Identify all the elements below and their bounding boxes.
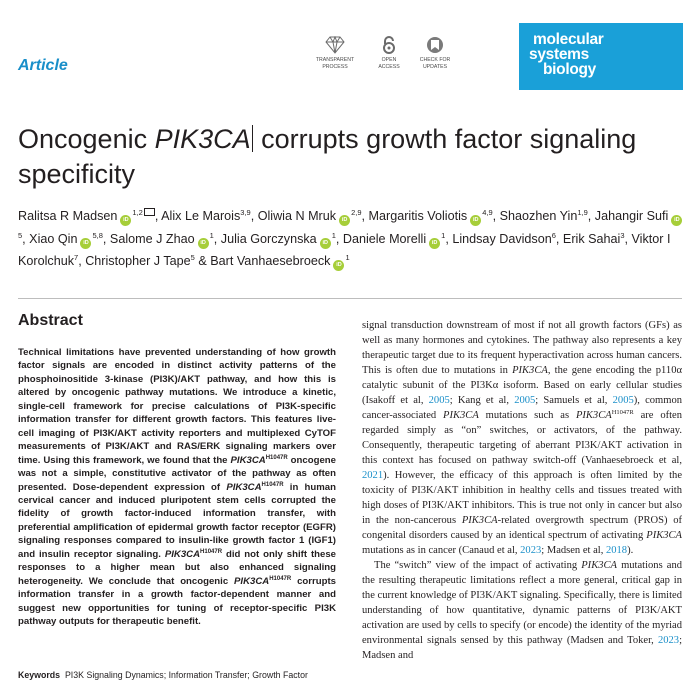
check-for-updates-icon [424, 36, 446, 54]
author-name: Alix Le Marois [161, 209, 241, 223]
author-name: Jahangir Sufi [594, 209, 669, 223]
affiliation-number: 7 [74, 253, 79, 262]
citation-link[interactable]: 2005 [514, 395, 536, 406]
journal-logo-line2: systems [529, 46, 589, 63]
author [85, 254, 195, 268]
affiliation-number: 5 [18, 230, 23, 240]
orcid-icon[interactable]: iD [339, 215, 350, 226]
introduction-column [362, 318, 682, 663]
affiliation-number: 1 [331, 230, 336, 240]
orcid-icon[interactable]: iD [671, 215, 682, 226]
author-name: Shaozhen Yin [499, 209, 578, 223]
intro-paragraph: The “switch” view of the impact of activating PIK3CA mutations and the resulting therapeutic limitations reflect a more general, critical gap in the current knowledge of PI3K/AKT signaling. Specifically, there is limited understanding of how quantitative, dynamic patterns of PI3K/AKT activation are used by cells to specify (or encode) the identity of the myriad environmental signals sensed by this pathway (Madsen and Toker, 2023; Madsen and [362, 560, 682, 661]
citation-link[interactable]: 2005 [428, 395, 450, 406]
badge-label-line2: UPDATES [422, 63, 448, 70]
affiliation-number: 3,9 [240, 208, 251, 217]
keywords-label: Keywords [18, 670, 61, 680]
affiliation-number: 1 [345, 253, 350, 262]
citation-link[interactable]: 2023 [657, 635, 680, 646]
orcid-icon[interactable]: iD [80, 238, 91, 249]
author-name: Viktor I Korolchuk [18, 231, 671, 268]
author [258, 209, 362, 223]
title-part1: Oncogenic [18, 124, 155, 154]
orcid-icon[interactable]: iD [120, 215, 131, 226]
author [221, 232, 336, 246]
orcid-icon[interactable]: iD [198, 238, 209, 249]
journal-logo[interactable] [519, 23, 683, 90]
author [210, 254, 349, 268]
orcid-icon[interactable]: iD [429, 238, 440, 249]
author-name: Salome J Zhao [109, 231, 195, 246]
author [18, 209, 155, 223]
article-title [18, 122, 678, 192]
author-name: Margaritis Voliotis [368, 209, 468, 223]
author [563, 232, 625, 246]
badge-label-line1: CHECK FOR [419, 57, 451, 63]
diamond-icon [324, 36, 346, 54]
orcid-icon[interactable]: iD [333, 260, 344, 271]
badge-label-line2: ACCESS [378, 63, 400, 70]
author-name: Lindsay Davidson [452, 231, 552, 246]
orcid-icon[interactable]: iD [470, 215, 481, 226]
citation-link[interactable]: 2018 [605, 545, 628, 556]
author-list: Ralitsa R Madsen iD$^{1,2}$ , Alix Le Marois$^{3,9}$, Oliwia N Mruk iD$^{2,9}$, Margaritis Voliotis iD$^{4,9}$, Shaozhen Yin$^{1,9}$, Jahangir Sufi $iD^5$, Xiao Qin iD$^{5,8}$, Salome J Zhao $iD^1$, Julia Gorczynska $iD^1$, Daniele Morelli $iD^1$, Lindsay Davidson$^6$, Erik Sahai$^3$, Viktor I Korolchuk$^7$, Christopher J Tape$^5$ & Bart Vanhaesebroeck $iD^1$ [18, 205, 688, 273]
citation-link[interactable]: 2021 [362, 470, 384, 481]
journal-logo-line1: molecular [533, 31, 604, 48]
author-name: Erik Sahai [562, 231, 621, 246]
email-icon[interactable] [144, 208, 155, 216]
affiliation-number: 1,9 [577, 208, 588, 217]
badge-label-line1: OPEN [381, 57, 397, 63]
author-name: Daniele Morelli [342, 231, 427, 246]
affiliation-number: 4,9 [482, 208, 493, 217]
keywords [18, 669, 358, 681]
badge-label-line2: PROCESS [322, 63, 348, 70]
citation-link[interactable]: 2023 [520, 545, 542, 556]
author [29, 232, 103, 246]
open-access-lock-icon [378, 36, 400, 54]
author-name: Ralitsa R Madsen [18, 209, 118, 223]
orcid-icon[interactable]: iD [320, 238, 331, 249]
author-name: Oliwia N Mruk [257, 209, 337, 223]
abstract-heading: Abstract [18, 312, 83, 329]
author-name: Bart Vanhaesebroeck [210, 254, 331, 268]
author [161, 209, 251, 223]
author [452, 232, 556, 246]
author [343, 232, 445, 246]
author-name: Julia Gorczynska [220, 231, 317, 246]
affiliation-number: 5,8 [92, 230, 103, 240]
abstract-text: Technical limitations have prevented understanding of how growth factor signals are encoded in distinct activity patterns of the phosphoinositide 3-kinase (PI3K)/AKT pathway, and how this is altered by oncogenic pathway mutations. We introduce a kinetic, single-cell framework for precise calculations of PI3K-specific information transfer for different growth factors. This features live-cell imaging of PI3K/AKT activity reporters and multiplexed CyTOF measurements of PI3K/AKT and RAS/ERK signaling markers over time. Using this framework, we found that the $PIK3CA^{H1047R}$ oncogene was not a simple, constitutive activator of the pathway as often presented. Dose-dependent expression of $PIK3CA^{H1047R}$ in human cervical cancer and induced pluripotent stem cells corrupted the fidelity of growth factor-induced information transfer, with preferential amplification of epidermal growth factor receptor (EGFR) signaling responses compared to insulin-like growth factor 1 (IGF1) and insulin receptor signaling. $PIK3CA^{H1047R}$ did not only shift these responses to a higher mean but also enhanced signaling heterogeneity. We conclude that oncogenic $PIK3CA^{H1047R}$ corrupts information transfer in a growth factor-dependent manner and suggest new opportunities for tuning of receptor-specific PI3K pathway outputs for therapeutic benefit. [18, 347, 337, 628]
badge-label-line1: TRANSPARENT [315, 57, 355, 63]
check-for-updates-badge[interactable] [408, 36, 462, 70]
transparent-process-badge[interactable] [308, 36, 362, 70]
keywords-text: PI3K Signaling Dynamics; Information Transfer; Growth Factor [64, 670, 308, 680]
title-part2: corrupts growth factor signaling specificity [18, 124, 637, 189]
affiliation-number: 5 [190, 253, 195, 262]
title-gene: PIK3CA [154, 124, 251, 154]
affiliation-number: 2,9 [351, 208, 362, 217]
journal-logo-line3: biology [543, 61, 597, 78]
article-type-label: Article [18, 57, 68, 74]
author-name: Christopher J Tape [85, 254, 191, 268]
author-name: Xiao Qin [29, 231, 78, 246]
affiliation-number: 3 [620, 230, 625, 240]
author [500, 209, 588, 223]
affiliation-number: 1,2 [132, 208, 143, 217]
intro-paragraph: signal transduction downstream of most if not all growth factors (GFs) as well as many hormones and cytokines. The pathway also represents a key therapeutic target due to its frequent hyperactivation across human cancers. This is often due to mutations in PIK3CA, the gene encoding the p110α catalytic subunit of the PI3Kα isoform. Based on early cellular studies (Isakoff et al, 2005; Kang et al, 2005; Samuels et al, 2005), common cancer-associated PIK3CA mutations such as $PIK3CA^{H1047R}$ are often regarded simply as “on” switches, or activators, of the pathway. Consequently, therapeutic targeting of aberrant PI3K/AKT activation in this context has focused on pathway switch-off (Vanhaesebroeck et al, 2021). However, the efficacy of this approach is often limited by the toxicity of PI3K/AKT inhibition in healthy cells and tissues treated with high doses of PI3K/AKT inhibitors. This is true not only in cancer but also in the non-cancerous PIK3CA-related overgrowth spectrum (PROS) of congenital disorders caused by an identical spectrum of activating PIK3CA mutations as in cancer (Canaud et al, 2023; Madsen et al, 2018). [362, 320, 683, 556]
affiliation-number: 1 [209, 230, 214, 240]
text-cursor [252, 125, 253, 152]
divider [18, 298, 682, 299]
affiliation-number: 1 [441, 230, 446, 240]
affiliation-number: 6 [551, 230, 556, 240]
author [110, 232, 214, 246]
author [369, 209, 493, 223]
citation-link[interactable]: 2005 [612, 395, 634, 406]
